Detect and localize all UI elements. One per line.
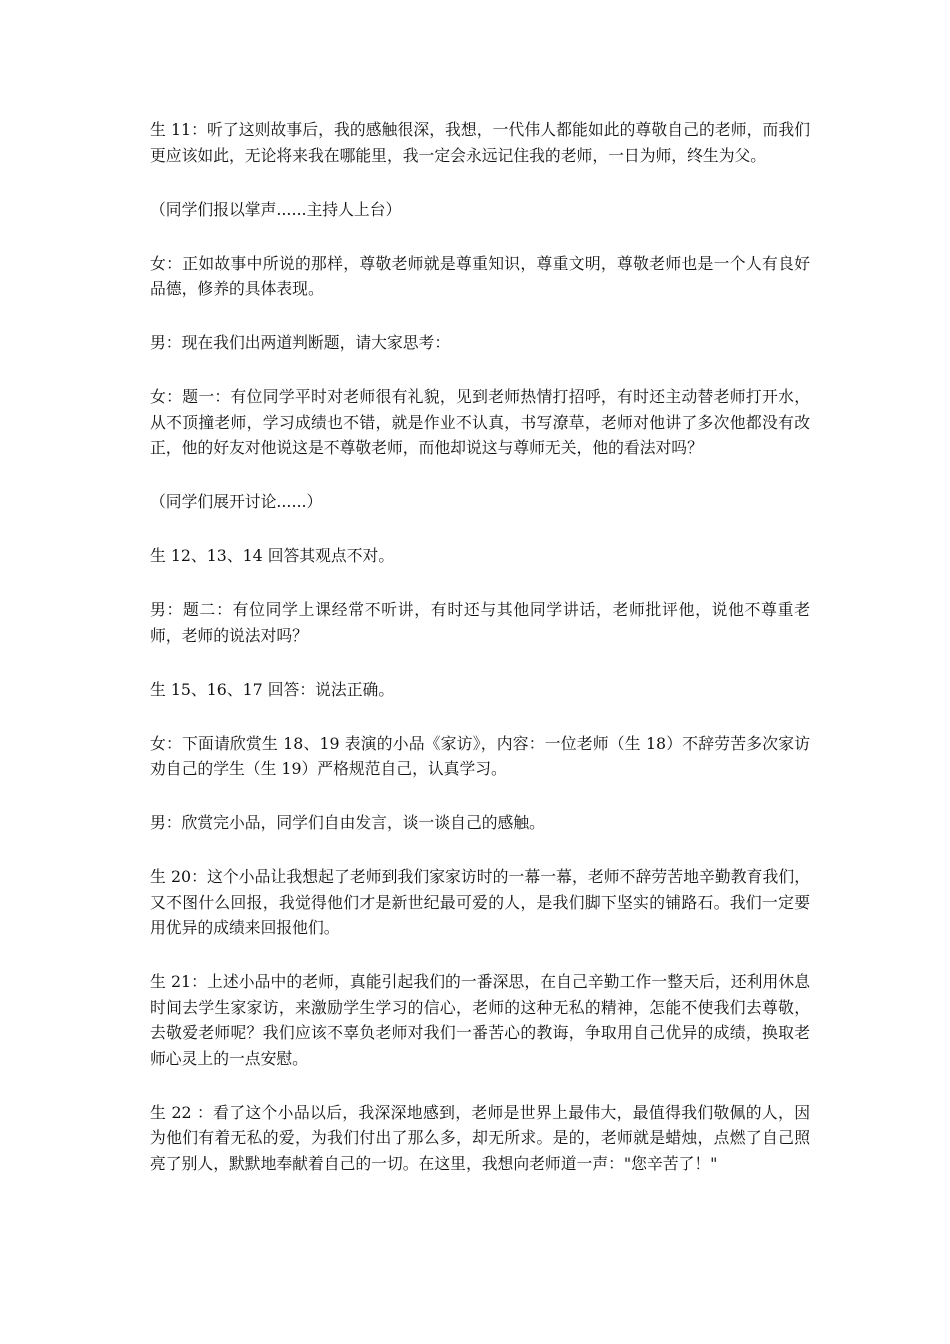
paragraph-male-host-questions: 男：现在我们出两道判断题，请大家思考： bbox=[150, 333, 451, 352]
paragraph-students-12-14: 生 12、13、14 回答其观点不对。 bbox=[150, 546, 395, 565]
paragraph-student-21: 生 21：上述小品中的老师，真能引起我们的一番深思，在自己辛勤工作一整天后，还利用休息时间去学生家家访，来激励学生学习的信心，老师的这种无私的精神，怎能不使我们去尊敬，去敬爱老师呢？我们应该不辜负老师对我们一番苦心的教诲，争取用自己优异的成绩，换取老师心灵上的一点安慰。 bbox=[150, 972, 810, 1068]
paragraph-student-11: 生 11：听了这则故事后，我的感触很深，我想，一代伟人都能如此的尊敬自己的老师，而我们更应该如此，无论将来我在哪能里，我一定会永远记住我的老师，一日为师，终生为父。 bbox=[150, 120, 810, 165]
paragraph-question-two: 男：题二：有位同学上课经常不听讲，有时还与其他同学讲话，老师批评他，说他不尊重老师，老师的说法对吗？ bbox=[150, 600, 810, 645]
paragraph-applause-note: （同学们报以掌声......主持人上台） bbox=[150, 199, 402, 219]
paragraph-free-speech: 男：欣赏完小品，同学们自由发言，谈一谈自己的感触。 bbox=[150, 813, 545, 832]
paragraph-skit-intro: 女：下面请欣赏生 18、19 表演的小品《家访》，内容：一位老师（生 18）不辞劳苦多次家访劝自己的学生（生 19）严格规范自己，认真学习。 bbox=[150, 733, 810, 778]
paragraph-students-15-17: 生 15、16、17 回答：说法正确。 bbox=[150, 679, 395, 699]
paragraph-student-20: 生 20：这个小品让我想起了老师到我们家家访时的一幕一幕，老师不辞劳苦地辛勤教育我们，又不图什么回报，我觉得他们才是新世纪最可爱的人，是我们脚下坚实的铺路石。我们一定要用优异的成绩来回报他们。 bbox=[150, 867, 810, 937]
document-body bbox=[150, 117, 810, 1205]
paragraph-discussion-note: （同学们展开讨论......） bbox=[150, 492, 323, 511]
paragraph-female-host-respect: 女：正如故事中所说的那样，尊敬老师就是尊重知识，尊重文明，尊敬老师也是一个人有良好品德，修养的具体表现。 bbox=[150, 253, 810, 298]
paragraph-student-22: 生 22 ：看了这个小品以后，我深深地感到，老师是世界上最伟大，最值得我们敬佩的人，因为他们有着无私的爱，为我们付出了那么多，却无所求。是的，老师就是蜡烛，点燃了自己照亮了别人，默默地奉献着自己的一切。在这里，我想向老师道一声："您辛苦了！" bbox=[150, 1102, 810, 1173]
paragraph-question-one: 女：题一：有位同学平时对老师很有礼貌，见到老师热情打招呼，有时还主动替老师打开水，从不顶撞老师，学习成绩也不错，就是作业不认真，书写潦草，老师对他讲了多次他都没有改正，他的好友对他说这是不尊敬老师，而他却说这与尊师无关，他的看法对吗？ bbox=[150, 387, 810, 457]
